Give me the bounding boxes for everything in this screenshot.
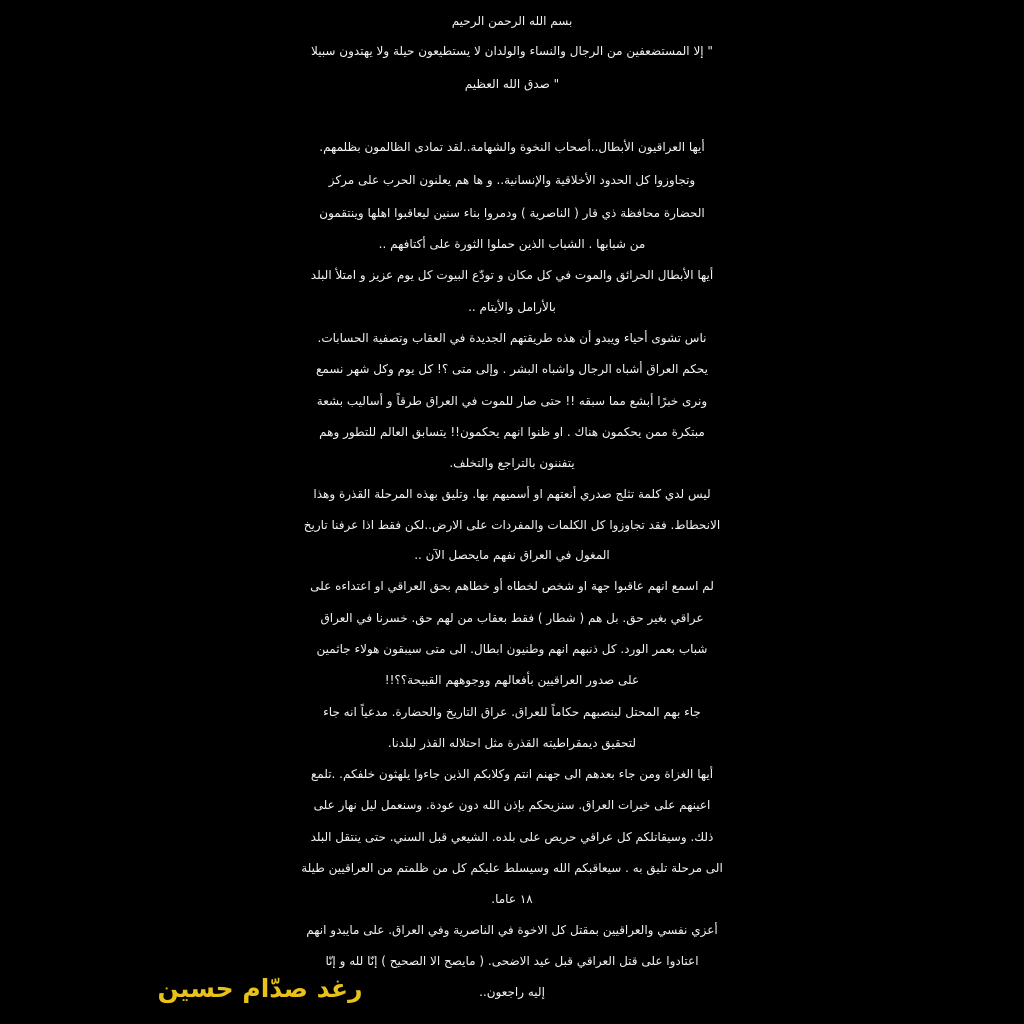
verse-line: " إلا المستضعفين من الرجال والنساء والولدان لا يستطيعون حيلة ولا يهتدون سبيلا — [311, 44, 713, 58]
verse-closing-line: " صدق الله العظيم — [464, 77, 560, 91]
body-line: بالأرامل والأيتام .. — [468, 300, 556, 314]
body-line: إليه راجعون.. — [479, 985, 545, 999]
body-line: أيها الأبطال الحرائق والموت في كل مكان و تودّع البيوت كل يوم عزيز و امتلأ البلد — [310, 268, 714, 282]
body-line: يتفننون بالتراجع والتخلف. — [449, 456, 575, 470]
body-line: الى مرحلة تليق به . سيعاقبكم الله وسيسلط عليكم كل من ظلمتم من العراقيين طيلة — [301, 861, 723, 875]
body-line: الحضارة محافظة ذي قار ( الناصرية ) ودمروا بناء سنين ليعاقبوا اهلها وينتقمون — [319, 206, 705, 220]
body-line: لتحقيق ديمقراطيته القذرة مثل احتلاله القذر لبلدنا. — [387, 736, 637, 750]
signature: رغد صدّام حسين — [157, 974, 363, 1003]
body-line: يحكم العراق أشباه الرجال واشباه البشر . وإلى متى ؟! كل يوم وكل شهر نسمع — [316, 362, 708, 376]
body-line: أيها العراقيون الأبطال..أصحاب النخوة والشهامة..لقد تمادى الظالمون بظلمهم. — [319, 140, 705, 154]
body-line: على صدور العراقيين بأفعالهم ووجوههم القبيحة؟؟!! — [384, 673, 640, 687]
body-line: ذلك. وسيقاتلكم كل عراقي حريص على بلده. الشيعي قبل السني. حتى ينتقل البلد — [310, 830, 714, 844]
body-line: شباب بعمر الورد. كل ذنبهم انهم وطنيون ابطال. الى متى سيبقون هولاء جاثمين — [316, 642, 708, 656]
body-line: مبتكرة ممن يحكمون هناك . او ظنوا انهم يحكمون!! يتسابق العالم للتطور وهم — [319, 425, 705, 439]
body-line: ناس تشوى أحياء ويبدو أن هذه طريقتهم الجديدة في العقاب وتصفية الحسابات. — [317, 331, 707, 345]
body-line: الانحطاط. فقد تجاوزوا كل الكلمات والمفردات على الارض..لكن فقط اذا عرفنا تاريخ — [303, 518, 721, 532]
body-line: من شبابها . الشباب الذين حملوا الثورة على أكتافهم .. — [378, 237, 646, 251]
body-line: وتجاوزوا كل الحدود الأخلاقية والإنسانية.. و ها هم يعلنون الحرب على مركز — [328, 173, 696, 187]
body-line: اعتادوا على قتل العراقي قبل عيد الاضحى. ( مايصح الا الصحيح ) إنّا لله و إنّا — [325, 954, 699, 968]
body-line: أعزي نفسي والعراقيين بمقتل كل الاخوة في الناصرية وفي العراق. على مايبدو انهم — [306, 923, 718, 937]
body-line: جاء بهم المحتل لينصبهم حكاماً للعراق. عراق التاريخ والحضارة. مدعياً انه جاء — [323, 705, 701, 719]
body-line: ليس لدي كلمة تثلج صدري أنعتهم او أسميهم بها. وتليق بهذه المرحلة القذرة وهذا — [313, 487, 711, 501]
body-line: لم اسمع انهم عاقبوا جهة او شخص لخطاه أو خطاهم بحق العراقي او اعتداءه على — [310, 579, 714, 593]
body-line: المغول في العراق نفهم مايحصل الآن .. — [414, 548, 610, 562]
body-line: ونرى خبرًا أبشع مما سبقه !! حتى صار للموت في العراق طرقاً و أساليب بشعة — [316, 394, 708, 408]
basmala-line: بسم الله الرحمن الرحيم — [451, 14, 573, 28]
body-line: اعينهم على خيرات العراق. سنزيحكم بإذن الله دون عودة. وسنعمل ليل نهار على — [313, 798, 711, 812]
body-line: ١٨ عاما. — [491, 892, 533, 906]
body-line: أيها الغزاة ومن جاء بعدهم الى جهنم انتم وكلابكم الذين جاءوا يلهثون خلفكم. .تلمع — [310, 767, 714, 781]
body-line: عراقي بغير حق. بل هم ( شطار ) فقط بعقاب من لهم حق. خسرنا في العراق — [320, 611, 704, 625]
